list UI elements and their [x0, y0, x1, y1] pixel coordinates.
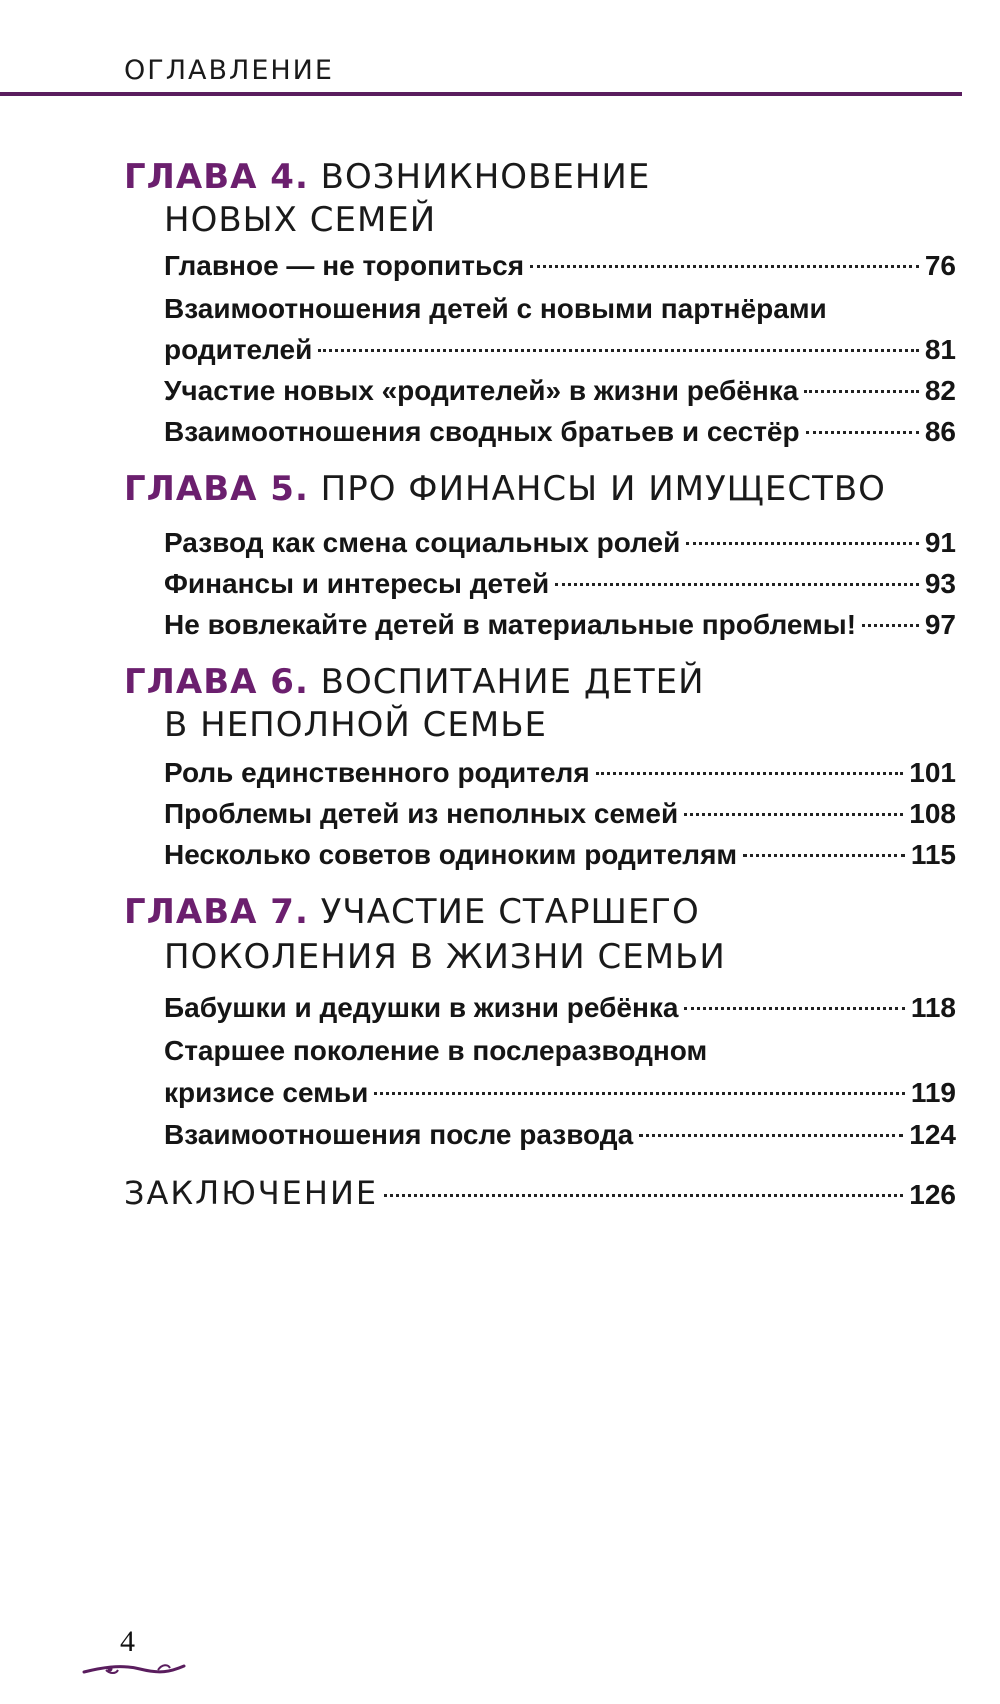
toc-entry-page: 76	[924, 250, 956, 281]
toc-entry[interactable]	[164, 1073, 956, 1113]
chapter-title-line2: В НЕПОЛНОЙ СЕМЬЕ	[164, 705, 548, 745]
chapter-title: ВОЗНИКНОВЕНИЕ	[320, 157, 651, 197]
toc-entry-page: 82	[924, 375, 956, 406]
toc-entry-page: 91	[924, 527, 956, 558]
dot-leader	[743, 854, 905, 857]
chapter-title-line2: НОВЫХ СЕМЕЙ	[164, 200, 437, 240]
dot-leader	[684, 813, 903, 816]
toc-entry-title: Бабушки и дедушки в жизни ребёнка	[164, 992, 679, 1023]
toc-entry-page: 124	[909, 1119, 956, 1150]
chapter-7-heading[interactable]	[124, 887, 700, 937]
dot-leader	[686, 542, 919, 545]
toc-entry-title: Участие новых «родителей» в жизни ребёнка	[164, 375, 799, 406]
chapter-5-heading[interactable]	[124, 464, 886, 514]
chapter-title: УЧАСТИЕ СТАРШЕГО	[320, 892, 700, 932]
dot-leader	[384, 1194, 903, 1197]
dot-leader	[530, 265, 919, 268]
toc-entry-page: 81	[924, 334, 956, 365]
toc-conclusion[interactable]	[124, 1168, 956, 1220]
toc-entry-title: Финансы и интересы детей	[164, 568, 550, 599]
toc-entry[interactable]	[164, 794, 956, 834]
toc-entry-title: Несколько советов одиноким родителям	[164, 839, 738, 870]
dot-leader	[806, 431, 919, 434]
toc-entry-page: 86	[924, 416, 956, 447]
page-number: 4	[120, 1625, 135, 1658]
toc-entry[interactable]	[164, 605, 956, 645]
toc-entry[interactable]	[164, 371, 956, 411]
toc-entry-title: Взаимоотношения после развода	[164, 1119, 634, 1150]
toc-entry[interactable]	[164, 564, 956, 604]
toc-entry-page: 118	[910, 992, 956, 1023]
conclusion-title: ЗАКЛЮЧЕНИЕ	[124, 1174, 379, 1212]
chapter-label: ГЛАВА 6.	[124, 662, 309, 702]
dot-leader	[862, 624, 919, 627]
toc-entry-title: Роль единственного родителя	[164, 757, 590, 788]
dot-leader	[684, 1007, 904, 1010]
dot-leader	[804, 390, 918, 393]
dot-leader	[596, 772, 904, 775]
swirl-ornament-icon	[80, 1658, 190, 1682]
toc-entry-title: родителей	[164, 334, 313, 365]
toc-entry[interactable]	[164, 523, 956, 563]
toc-entry-page: 93	[924, 568, 956, 599]
toc-entry-title: Взаимоотношения сводных братьев и сестёр	[164, 416, 800, 447]
toc-entry-title-line1: Взаимоотношения детей с новыми партнёрами	[164, 293, 827, 324]
page-header-title: ОГЛАВЛЕНИЕ	[124, 55, 334, 86]
toc-entry[interactable]	[164, 412, 956, 452]
dot-leader	[374, 1092, 905, 1095]
toc-entry[interactable]	[164, 835, 956, 875]
header-rule	[0, 92, 962, 96]
chapter-label: ГЛАВА 5.	[124, 469, 309, 509]
chapter-label: ГЛАВА 4.	[124, 157, 309, 197]
dot-leader	[555, 583, 919, 586]
toc-entry-title: Не вовлекайте детей в материальные проблемы!	[164, 609, 857, 640]
conclusion-page: 126	[909, 1179, 956, 1210]
dot-leader	[318, 349, 919, 352]
toc-entry-title: кризисе семьи	[164, 1077, 369, 1108]
chapter-label: ГЛАВА 7.	[124, 892, 309, 932]
chapter-title: ВОСПИТАНИЕ ДЕТЕЙ	[320, 662, 705, 702]
toc-entry-page: 97	[924, 609, 956, 640]
chapter-title-line2: ПОКОЛЕНИЯ В ЖИЗНИ СЕМЬИ	[164, 937, 726, 977]
dot-leader	[639, 1134, 903, 1137]
toc-entry-title: Развод как смена социальных ролей	[164, 527, 681, 558]
toc-entry[interactable]	[164, 988, 956, 1028]
toc-entry-page: 108	[909, 798, 956, 829]
toc-entry[interactable]	[164, 330, 956, 370]
toc-entry-page: 119	[910, 1077, 956, 1108]
toc-entry-title-line1: Старшее поколение в послеразводном	[164, 1035, 708, 1066]
toc-entry-title: Главное — не торопиться	[164, 250, 525, 281]
toc-entry-page: 101	[909, 757, 956, 788]
toc-entry-page: 115	[910, 839, 956, 870]
chapter-title: ПРО ФИНАНСЫ И ИМУЩЕСТВО	[320, 469, 886, 509]
toc-entry[interactable]	[164, 246, 956, 286]
toc-entry[interactable]	[164, 753, 956, 793]
toc-entry[interactable]	[164, 1115, 956, 1155]
toc-entry-title: Проблемы детей из неполных семей	[164, 798, 679, 829]
